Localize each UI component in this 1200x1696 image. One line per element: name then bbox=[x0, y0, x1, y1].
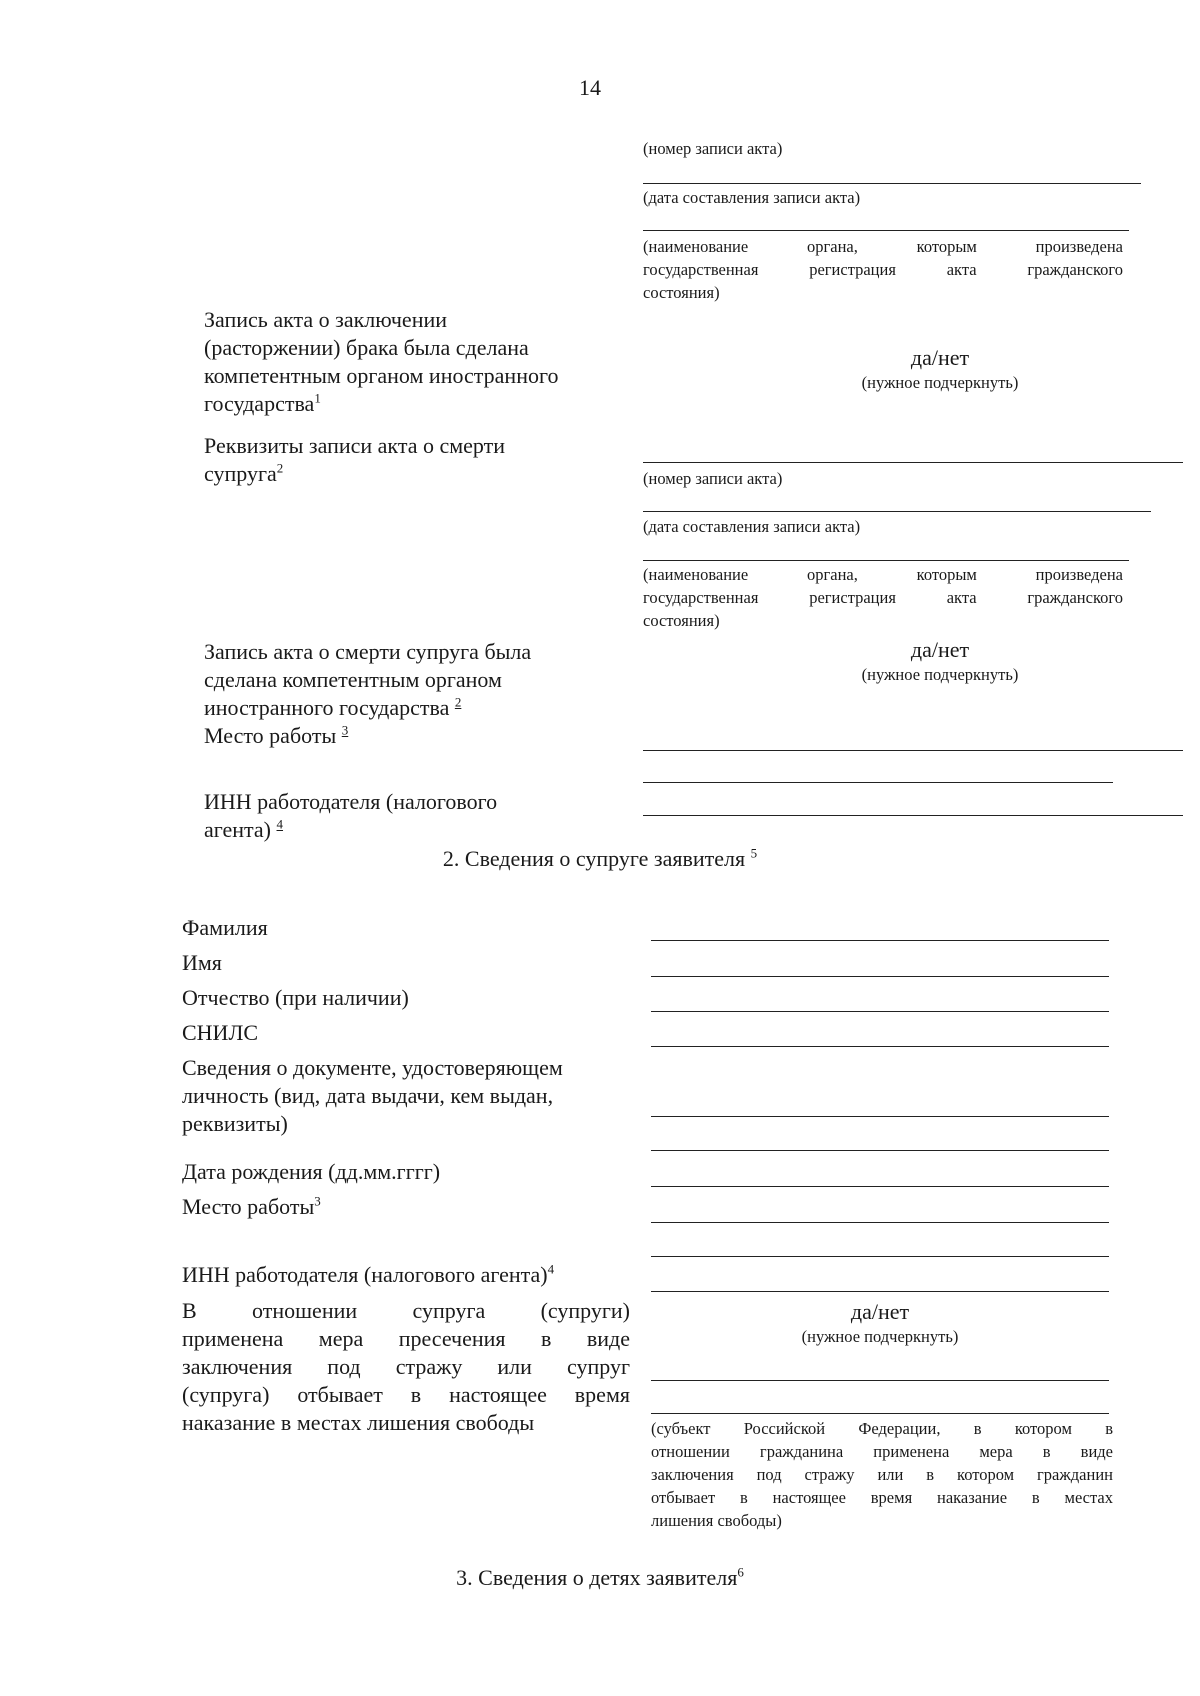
record-number-caption: (номер записи акта) bbox=[643, 139, 783, 158]
death-record-number-line[interactable] bbox=[643, 462, 1183, 463]
section2-title: 2. Сведения о супруге заявителя $^5$ bbox=[442, 845, 758, 871]
workplace-label: Место работы $^3$ bbox=[204, 722, 349, 748]
id-doc-line[interactable] bbox=[651, 1116, 1109, 1117]
region-caption-2: отношении гражданина применена мера в виде bbox=[651, 1442, 1113, 1461]
birth-date-line[interactable] bbox=[651, 1186, 1109, 1187]
marriage-foreign-label-4: государства$^1$ bbox=[204, 390, 321, 416]
footnote-ref: 4 bbox=[547, 1261, 555, 1277]
authority-line[interactable] bbox=[643, 230, 1129, 231]
footnote-ref: 6 bbox=[737, 1564, 744, 1580]
region-caption-1: (субъект Российской Федерации, в котором в bbox=[651, 1419, 1113, 1438]
region-caption-3: заключения под стражу или в котором гражданин bbox=[651, 1465, 1113, 1484]
name-label: Имя bbox=[182, 950, 222, 975]
footnote-ref: 5 bbox=[750, 845, 758, 861]
marriage-foreign-answer[interactable]: да/нет bbox=[910, 345, 970, 370]
birth-date-label: Дата рождения (дд.мм.гггг) bbox=[182, 1159, 441, 1184]
custody-hint: (нужное подчеркнуть) bbox=[801, 1327, 959, 1346]
id-doc-label-1: Сведения о документе, удостоверяющем bbox=[182, 1055, 563, 1080]
workplace-line[interactable] bbox=[643, 750, 1183, 751]
death-authority-line[interactable] bbox=[643, 560, 1129, 561]
death-authority-caption-2: государственная регистрация акта гражданского bbox=[643, 588, 1123, 607]
death-foreign-label-3: иностранного государства $^2$ bbox=[204, 694, 462, 720]
id-doc-line-2[interactable] bbox=[651, 1150, 1109, 1151]
death-foreign-answer[interactable]: да/нет bbox=[910, 637, 970, 662]
footnote-ref: 2 bbox=[276, 460, 284, 476]
patronymic-line[interactable] bbox=[651, 1011, 1109, 1012]
death-foreign-label-2: сделана компетентным органом bbox=[204, 667, 502, 692]
spouse-employer-inn-label: ИНН работодателя (налогового агента)$^4$ bbox=[182, 1261, 555, 1287]
snils-label: СНИЛС bbox=[182, 1020, 259, 1045]
custody-label-3: заключения под стражу или супруг bbox=[182, 1354, 630, 1379]
footnote-ref: 1 bbox=[314, 390, 321, 406]
section3-title: 3. Сведения о детях заявителя$^6$ bbox=[456, 1564, 744, 1590]
custody-label-2: применена мера пресечения в виде bbox=[182, 1326, 630, 1351]
spouse-employer-inn-line[interactable] bbox=[651, 1291, 1109, 1292]
authority-caption-2: государственная регистрация акта гражданского bbox=[643, 260, 1123, 279]
authority-caption-1: (наименование органа, которым произведена bbox=[643, 237, 1123, 256]
surname-line[interactable] bbox=[651, 940, 1109, 941]
custody-label-4: (супруга) отбывает в настоящее время bbox=[182, 1382, 630, 1407]
id-doc-label-2: личность (вид, дата выдачи, кем выдан, bbox=[182, 1083, 554, 1108]
footnote-ref: 2 bbox=[454, 694, 462, 710]
death-foreign-hint: (нужное подчеркнуть) bbox=[861, 665, 1019, 684]
region-line-2[interactable] bbox=[651, 1413, 1109, 1414]
marriage-foreign-hint: (нужное подчеркнуть) bbox=[861, 373, 1019, 392]
marriage-foreign-label-2: (расторжении) брака была сделана bbox=[204, 335, 529, 360]
death-record-date-caption: (дата составления записи акта) bbox=[643, 517, 861, 536]
page-number: 14 bbox=[579, 75, 601, 100]
death-authority-caption-1: (наименование органа, которым произведена bbox=[643, 565, 1123, 584]
footnote-ref: 4 bbox=[276, 816, 284, 832]
death-record-label-2: супруга$^2$ bbox=[204, 460, 284, 486]
employer-inn-label-1: ИНН работодателя (налогового bbox=[204, 789, 498, 814]
death-record-number-caption: (номер записи акта) bbox=[643, 469, 783, 488]
death-record-date-line[interactable] bbox=[643, 511, 1151, 512]
custody-answer[interactable]: да/нет bbox=[850, 1299, 910, 1324]
employer-inn-line[interactable] bbox=[643, 815, 1183, 816]
spouse-workplace-line-2[interactable] bbox=[651, 1256, 1109, 1257]
surname-label: Фамилия bbox=[182, 915, 268, 940]
custody-label-5: наказание в местах лишения свободы bbox=[182, 1410, 535, 1435]
patronymic-label: Отчество (при наличии) bbox=[182, 985, 409, 1010]
marriage-foreign-label-1: Запись акта о заключении bbox=[204, 307, 448, 332]
spouse-workplace-line[interactable] bbox=[651, 1222, 1109, 1223]
death-authority-caption-3: состояния) bbox=[643, 611, 720, 630]
footnote-ref: 3 bbox=[341, 722, 349, 738]
custody-label-1: В отношении супруга (супруги) bbox=[182, 1298, 630, 1323]
death-foreign-label-1: Запись акта о смерти супруга была bbox=[204, 639, 532, 664]
record-date-line[interactable] bbox=[643, 183, 1141, 184]
workplace-line-2[interactable] bbox=[643, 782, 1113, 783]
employer-inn-label-2: агента) $^4$ bbox=[204, 816, 284, 842]
footnote-ref: 3 bbox=[314, 1193, 321, 1209]
id-doc-label-3: реквизиты) bbox=[182, 1111, 288, 1136]
spouse-workplace-label: Место работы$^3$ bbox=[182, 1193, 321, 1219]
record-date-caption: (дата составления записи акта) bbox=[643, 188, 861, 207]
region-caption-4: отбывает в настоящее время наказание в местах bbox=[651, 1488, 1113, 1507]
marriage-foreign-label-3: компетентным органом иностранного bbox=[204, 363, 559, 388]
authority-caption-3: состояния) bbox=[643, 283, 720, 302]
region-line[interactable] bbox=[651, 1380, 1109, 1381]
snils-line[interactable] bbox=[651, 1046, 1109, 1047]
name-line[interactable] bbox=[651, 976, 1109, 977]
region-caption-5: лишения свободы) bbox=[651, 1511, 782, 1530]
death-record-label-1: Реквизиты записи акта о смерти bbox=[204, 433, 506, 458]
